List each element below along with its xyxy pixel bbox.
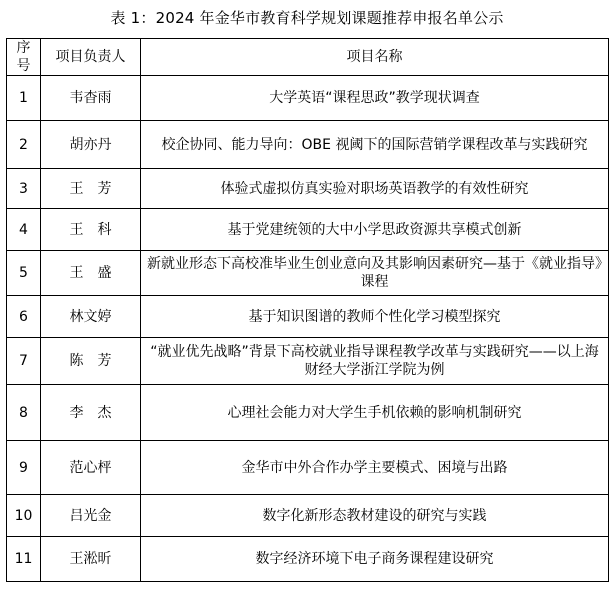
row-title: “就业优先战略”背景下高校就业指导课程教学改革与实践研究——以上海财经大学浙江学院为例: [141, 338, 609, 385]
header-title: 项目名称: [141, 39, 609, 76]
table-row: [7, 385, 609, 441]
row-no: 11: [7, 537, 41, 582]
row-person: 王 芳: [41, 169, 141, 209]
row-person: 吕光金: [41, 495, 141, 537]
row-title: 基于党建统领的大中小学思政资源共享模式创新: [141, 209, 609, 251]
row-person: 陈 芳: [41, 338, 141, 385]
header-person: 项目负责人: [41, 39, 141, 76]
row-person: 王 科: [41, 209, 141, 251]
row-no: 5: [7, 251, 41, 296]
table-row: [7, 537, 609, 582]
row-no: 3: [7, 169, 41, 209]
row-no: 4: [7, 209, 41, 251]
row-title: 体验式虚拟仿真实验对职场英语教学的有效性研究: [141, 169, 609, 209]
row-no: 7: [7, 338, 41, 385]
row-person: 韦杳雨: [41, 76, 141, 121]
row-title: 校企协同、能力导向：OBE 视阈下的国际营销学课程改革与实践研究: [141, 121, 609, 169]
table-row: [7, 209, 609, 251]
row-no: 1: [7, 76, 41, 121]
table-row: [7, 121, 609, 169]
row-title: 数字经济环境下电子商务课程建设研究: [141, 537, 609, 582]
table-row: [7, 296, 609, 338]
row-title: 金华市中外合作办学主要模式、困境与出路: [141, 441, 609, 495]
page-title: 表 1：2024 年金华市教育科学规划课题推荐申报名单公示: [110, 9, 504, 27]
row-no: 9: [7, 441, 41, 495]
recommendation-list-table: [6, 38, 609, 582]
row-title: 心理社会能力对大学生手机依赖的影响机制研究: [141, 385, 609, 441]
table-row: [7, 338, 609, 385]
table-row: [7, 169, 609, 209]
row-title: 基于知识图谱的教师个性化学习模型探究: [141, 296, 609, 338]
row-no: 8: [7, 385, 41, 441]
row-no: 2: [7, 121, 41, 169]
row-person: 李 杰: [41, 385, 141, 441]
row-title: 新就业形态下高校准毕业生创业意向及其影响因素研究—基于《就业指导》课程: [141, 251, 609, 296]
row-person: 林文婷: [41, 296, 141, 338]
row-person: 胡亦丹: [41, 121, 141, 169]
table-row: [7, 76, 609, 121]
row-person: 王淞昕: [41, 537, 141, 582]
table-header-row: [7, 39, 609, 76]
header-no: 序号: [7, 39, 41, 76]
table-row: [7, 251, 609, 296]
row-title: 大学英语“课程思政”教学现状调查: [141, 76, 609, 121]
row-person: 王 盛: [41, 251, 141, 296]
table-row: [7, 441, 609, 495]
row-no: 10: [7, 495, 41, 537]
row-title: 数字化新形态教材建设的研究与实践: [141, 495, 609, 537]
table-row: [7, 495, 609, 537]
row-no: 6: [7, 296, 41, 338]
row-person: 范心枰: [41, 441, 141, 495]
